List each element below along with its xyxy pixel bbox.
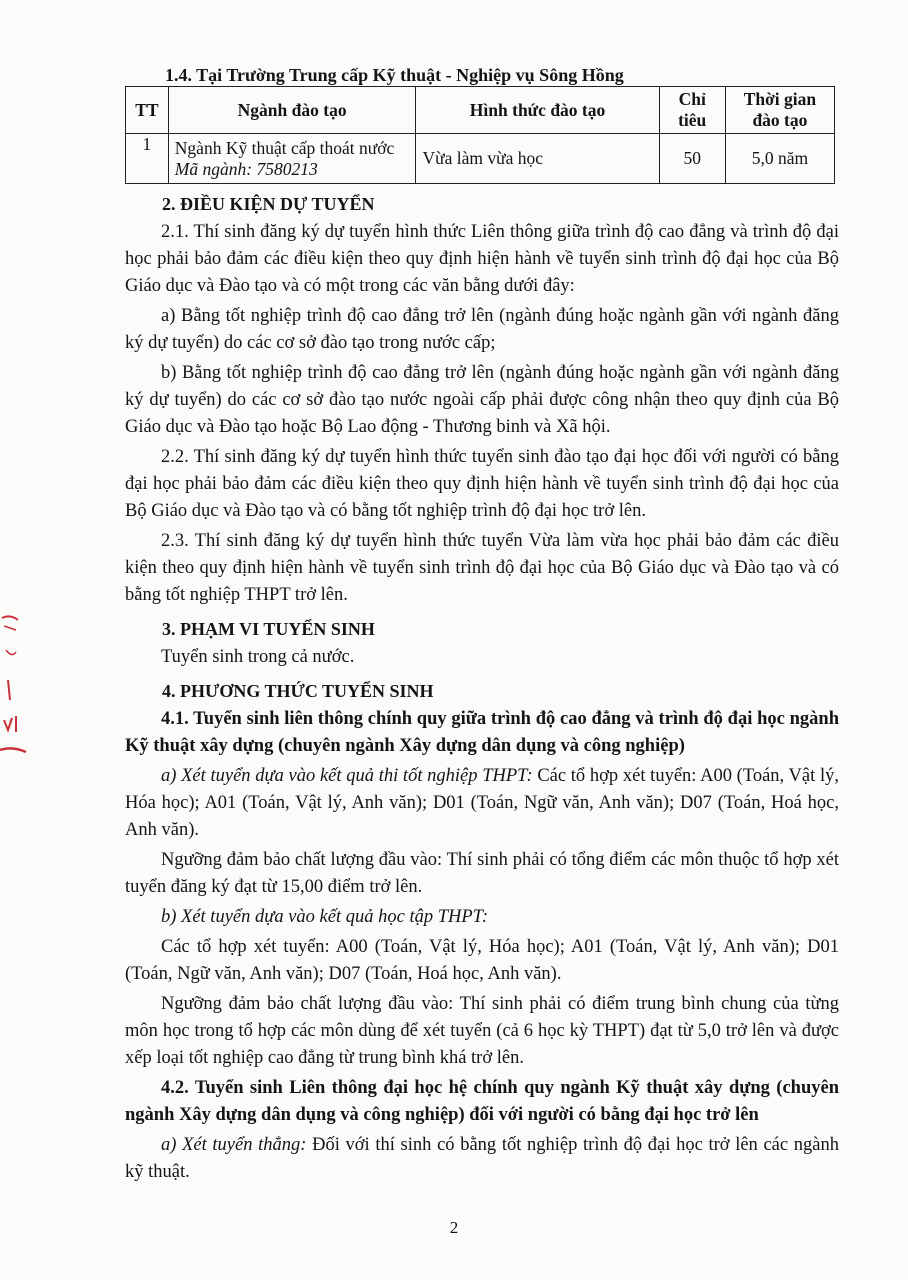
para-4-2-a-label: a) Xét tuyển thẳng:	[161, 1135, 307, 1155]
para-4-1-b-text: Các tổ hợp xét tuyển: A00 (Toán, Vật lý, Hóa học); A01 (Toán, Vật lý, Anh văn); D01 (Toán, Ngữ văn, Anh văn); D07 (Toán, Hoá học, Anh văn).	[125, 937, 839, 984]
para-2-2: 2.2. Thí sinh đăng ký dự tuyển hình thức tuyển sinh đào tạo đại học đối với người có bằng đại học phải bảo đảm các điều kiện theo quy định hiện hành về tuyển sinh trình độ đại học của Bộ Giáo dục và Đào tạo và có bằng tốt nghiệp trình độ đại học trở lên.	[125, 447, 839, 521]
section-2-heading: 2. ĐIỀU KIỆN DỰ TUYỂN	[162, 194, 375, 214]
header-major: Ngành đào tạo	[168, 87, 416, 134]
cell-form: Vừa làm vừa học	[416, 134, 659, 184]
para-4-1-a	[125, 763, 839, 844]
cell-major	[168, 134, 416, 184]
para-3: Tuyển sinh trong cả nước.	[161, 647, 355, 667]
document-page	[125, 64, 839, 1186]
header-quota-line-2: tiêu	[678, 110, 707, 130]
para-4-2-a-text: Đối với thí sinh có bằng tốt nghiệp trình độ đại học trở lên các ngành kỹ thuật.	[125, 1135, 839, 1182]
table-row	[126, 134, 835, 184]
table-header-row	[126, 87, 835, 134]
section-4-2-heading: 4.2. Tuyển sinh Liên thông đại học hệ chính quy ngành Kỹ thuật xây dựng (chuyên ngành Xây dựng dân dụng và công nghiệp) đối với người có bằng đại học trở lên	[125, 1078, 839, 1125]
cell-quota: 50	[659, 134, 725, 184]
para-4-1-b-label: b) Xét tuyển dựa vào kết quả học tập THPT:	[161, 907, 489, 927]
para-4-1-a-label: a) Xét tuyển dựa vào kết quả thi tốt nghiệp THPT:	[161, 766, 533, 786]
para-4-1-b-threshold: Ngưỡng đảm bảo chất lượng đầu vào: Thí sinh phải có điểm trung bình chung của từng môn học trong tổ hợp các môn dùng để xét tuyển (cả 6 học kỳ THPT) đạt từ 5,0 trở lên và được xếp loại tốt nghiệp cao đẳng từ trung bình khá trở lên.	[125, 994, 839, 1068]
major-code: Mã ngành: 7580213	[174, 158, 318, 179]
header-duration-line-2: đào tạo	[752, 110, 808, 130]
section-4-1-heading: 4.1. Tuyển sinh liên thông chính quy giữa trình độ cao đẳng và trình độ đại học ngành Kỹ thuật xây dựng (chuyên ngành Xây dựng dân dụng và công nghiệp)	[125, 709, 839, 756]
para-2-1-b: b) Bằng tốt nghiệp trình độ cao đẳng trở lên (ngành đúng hoặc ngành gần với ngành đăng ký dự tuyển) do các cơ sở đào tạo nước ngoài cấp phải được công nhận theo quy định của Bộ Giáo dục và Đào tạo hoặc Bộ Lao động - Thương binh và Xã hội.	[125, 363, 839, 437]
header-duration	[725, 87, 834, 134]
section-3-heading: 3. PHẠM VI TUYỂN SINH	[162, 619, 375, 639]
para-4-2-a	[125, 1132, 839, 1186]
para-2-3: 2.3. Thí sinh đăng ký dự tuyển hình thức tuyển Vừa làm vừa học phải bảo đảm các điều kiện theo quy định hiện hành về tuyển sinh trình độ đại học của Bộ Giáo dục và Đào tạo và có bằng tốt nghiệp THPT trở lên.	[125, 531, 839, 605]
major-name: Ngành Kỹ thuật cấp thoát nước	[174, 137, 395, 158]
header-duration-line-1: Thời gian	[743, 89, 817, 109]
para-4-1-a-text: Các tổ hợp xét tuyển: A00 (Toán, Vật lý, Hóa học); A01 (Toán, Vật lý, Anh văn); D01 (Toán, Ngữ văn, Anh văn); D07 (Toán, Hoá học, Anh văn).	[125, 766, 839, 840]
page-number: 2	[449, 1218, 459, 1237]
header-quota-line-1: Chỉ	[678, 89, 706, 109]
para-2-1-a: a) Bằng tốt nghiệp trình độ cao đẳng trở lên (ngành đúng hoặc ngành gần với ngành đăng ký dự tuyển) do các cơ sở đào tạo trong nước cấp;	[125, 306, 839, 353]
section-4-heading: 4. PHƯƠNG THỨC TUYỂN SINH	[162, 681, 434, 701]
para-4-1-a-threshold: Ngưỡng đảm bảo chất lượng đầu vào: Thí sinh phải có tổng điểm các môn thuộc tổ hợp xét tuyển đăng ký đạt từ 15,00 điểm trở lên.	[125, 850, 839, 897]
cell-duration: 5,0 năm	[725, 134, 834, 184]
header-tt: TT	[126, 87, 169, 134]
para-2-1: 2.1. Thí sinh đăng ký dự tuyển hình thức Liên thông giữa trình độ cao đẳng và trình độ đại học phải bảo đảm các điều kiện theo quy định hiện hành về tuyển sinh trình độ đại học của Bộ Giáo dục và Đào tạo và có một trong các văn bằng dưới đây:	[125, 222, 839, 296]
section-1-4-heading: 1.4. Tại Trường Trung cấp Kỹ thuật - Nghiệp vụ Sông Hồng	[165, 65, 624, 85]
header-quota	[659, 87, 725, 134]
margin-stamp-mark	[0, 610, 30, 760]
header-form: Hình thức đào tạo	[416, 87, 659, 134]
training-table	[125, 86, 835, 184]
cell-tt: 1	[126, 134, 169, 184]
